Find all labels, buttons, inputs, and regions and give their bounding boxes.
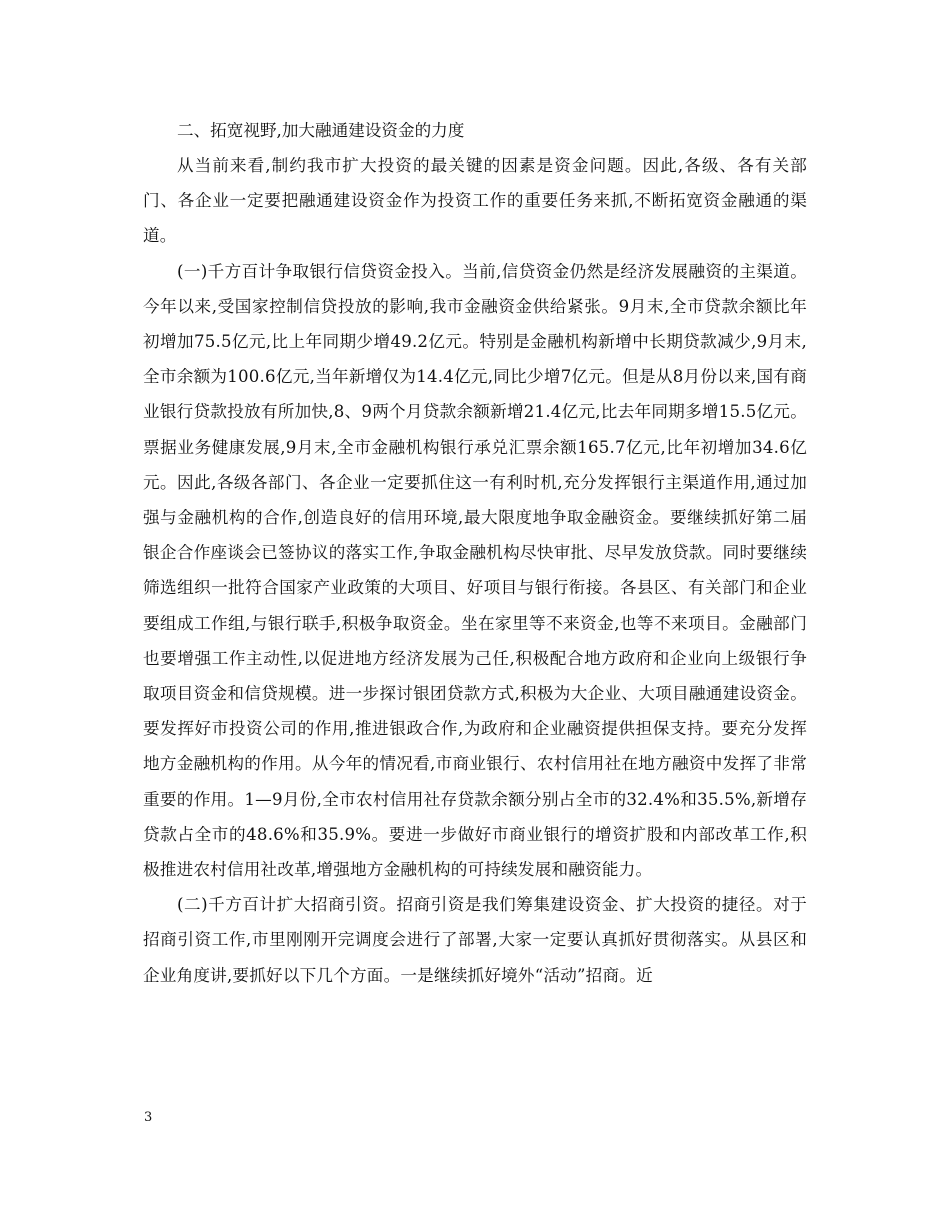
- paragraph-intro: 从当前来看,制约我市扩大投资的最关键的因素是资金问题。因此,各级、各有关部门、各企业一定要把融通建设资金作为投资工作的重要任务来抓,不断拓宽资金融通的渠道。: [143, 156, 807, 246]
- page-number: 3: [144, 1110, 153, 1125]
- document-body: [143, 113, 807, 993]
- paragraph-investment-attraction: (二)千方百计扩大招商引资。招商引资是我们筹集建设资金、扩大投资的捷径。对于招商引资工作,市里刚刚开完调度会进行了部署,大家一定要认真抓好贯彻落实。从县区和企业角度讲,要抓好以下几个方面。一是继续抓好境外“活动”招商。近: [143, 895, 807, 985]
- paragraph-bank-credit: (一)千方百计争取银行信贷资金投入。当前,信贷资金仍然是经济发展融资的主渠道。今年以来,受国家控制信贷投放的影响,我市金融资金供给紧张。9月末,全市贷款余额比年初增加75.5亿元,比上年同期少增49.2亿元。特别是金融机构新增中长期贷款减少,9月末,全市余额为100.6亿元,当年新增仅为14.4亿元,同比少增7亿元。但是从8月份以来,国有商业银行贷款投放有所加快,8、9两个月贷款余额新增21.4亿元,比去年同期多增15.5亿元。票据业务健康发展,9月末,全市金融机构银行承兑汇票余额165.7亿元,比年初增加34.6亿元。因此,各级各部门、各企业一定要抓住这一有利时机,充分发挥银行主渠道作用,通过加强与金融机构的合作,创造良好的信用环境,最大限度地争取金融资金。要继续抓好第二届银企合作座谈会已签协议的落实工作,争取金融机构尽快审批、尽早发放贷款。同时要继续筛选组织一批符合国家产业政策的大项目、好项目与银行衔接。各县区、有关部门和企业要组成工作组,与银行联手,积极争取资金。坐在家里等不来资金,也等不来项目。金融部门也要增强工作主动性,以促进地方经济发展为己任,积极配合地方政府和企业向上级银行争取项目资金和信贷规模。进一步探讨银团贷款方式,积极为大企业、大项目融通建设资金。要发挥好市投资公司的作用,推进银政合作,为政府和企业融资提供担保支持。要充分发挥地方金融机构的作用。从今年的情况看,市商业银行、农村信用社在地方融资中发挥了非常重要的作用。1—9月份,全市农村信用社存贷款余额分别占全市的32.4%和35.5%,新增存贷款占全市的48.6%和35.9%。要进一步做好市商业银行的增资扩股和内部改革工作,积极推进农村信用社改革,增强地方金融机构的可持续发展和融资能力。: [143, 261, 807, 880]
- section-heading: 二、拓宽视野,加大融通建设资金的力度: [177, 121, 465, 140]
